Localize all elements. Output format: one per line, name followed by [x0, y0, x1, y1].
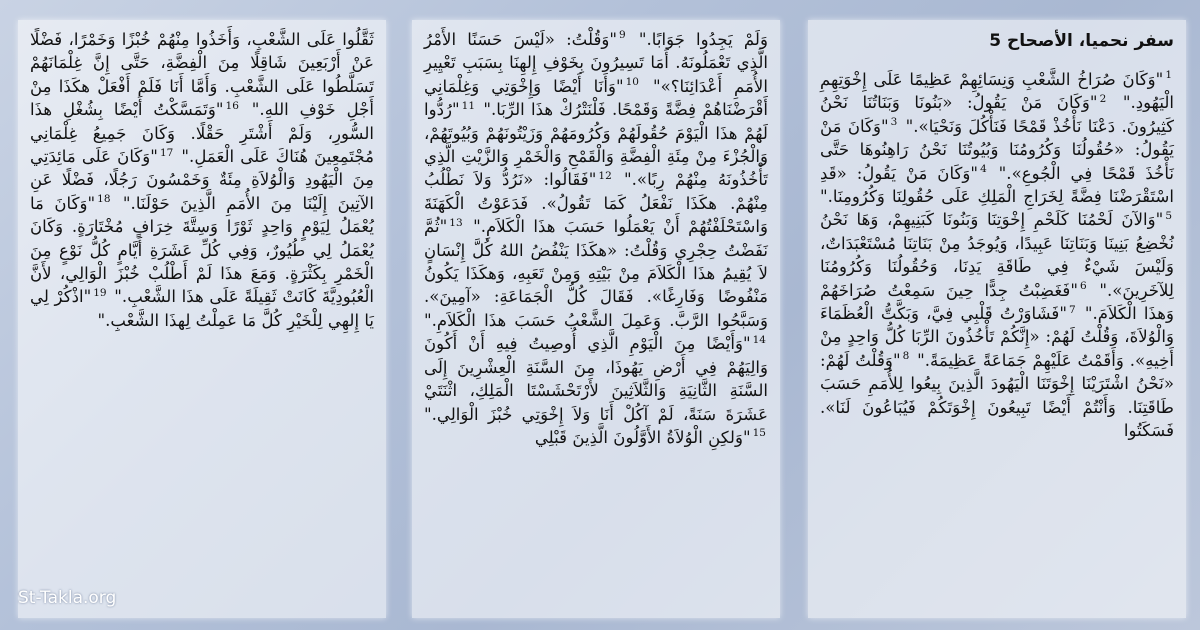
verse-text: "وَكَانَ مَا يُعْمَلُ لِيَوْمٍ وَاحِدٍ ثَوْرًا وَسِتَّةَ خِرَافٍ مُخْتَارَةٍ. وَكَانَ يُعْمَلُ لِي طُيُورٌ، وَفِي كُلِّ عَشَرَةِ أَيَّامٍ كُلُّ نَوْعٍ مِنَ الْخَمْرِ بِكَثْرَةٍ. وَمَعَ هذَا لَمْ أَطْلُبْ خُبْزَ الْوَالِي، لأَنَّ الْعُبُودِيَّةَ كَانَتْ ثَقِيلَةً عَلَى هذَا الشَّعْبِ." [30, 193, 375, 307]
verse-number: 9 [619, 29, 626, 42]
verse-number: 2 [1099, 92, 1107, 105]
text-column-right [808, 20, 1186, 618]
verses-left [30, 28, 374, 332]
verses-right [820, 68, 1174, 443]
verse-text: ثَقَّلُوا عَلَى الشَّعْبِ، وَأَخَذُوا مِنْهُمْ خُبْزًا وَخَمْرًا، فَضْلًا عَنْ أَرْبَعِينَ شَاقِلًا مِنَ الْفِضَّةِ، حَتَّى إِنَّ غِلْمَانَهُمْ تَسَلَّطُوا عَلَى الشَّعْبِ. وَأَمَّا أَنَا فَلَمْ أَفْعَلْ هكَذَا مِنْ أَجْلِ خَوْفِ اللهِ." [30, 30, 374, 120]
verse-text: "وَأَنَا أَيْضًا وَإِخْوَتِي وَغِلْمَانِي أَقْرَضْنَاهُمْ فِضَّةً وَقَمْحًا. فَلْنَتْرُكْ هذَا الرِّبَا." [424, 76, 768, 120]
verse-text: "وَكَانَ صُرَاخُ الشَّعْبِ وَنِسَائِهِمْ عَظِيمًا عَلَى إِخْوَتِهِمِ الْيَهُودِ." [820, 70, 1175, 113]
text-column-middle [412, 20, 780, 618]
verse-text: "وَتَمَسَّكْتُ أَيْضًا بِشُغْلِ هذَا السُّورِ، وَلَمْ أَشْتَرِ حَقْلًا. وَكَانَ جَمِيعُ غِلْمَانِي مُجْتَمِعِينَ هُنَاكَ عَلَى الْعَمَلِ." [30, 100, 375, 167]
verse-number: 3 [890, 116, 898, 129]
verse-number: 8 [902, 350, 910, 363]
verse-text: "ثُمَّ نَفَضْتُ حِجْرِي وَقُلْتُ: «هكَذَا يَنْفُضُ اللهُ كُلَّ إِنْسَانٍ لاَ يُقِيمُ هذَا الْكَلاَمَ مِنْ بَيْتِهِ وَمِنْ تَعَبِهِ، وَهكَذَا يَكُونُ مَنْفُوضًا وَفَارِغًا». فَقَالَ كُلُّ الْجَمَاعَةِ: «آمِينَ». وَسَبَّحُوا الرَّبَّ. وَعَمِلَ الشَّعْبُ حَسَبَ هذَا الْكَلاَمِ." [424, 217, 768, 330]
verse [639, 30, 768, 49]
verse-text: "فَقَالُوا: «نَرُدُّ وَلاَ نَطْلُبُ مِنْهُمْ. هكَذَا نَفْعَلُ كَمَا تَقُولُ». فَدَعَوْتُ الْكَهَنَةَ وَاسْتَحْلَفْتُهُمْ أَنْ يَعْمَلُوا حَسَبَ هذَا الْكَلاَمِ." [424, 170, 769, 237]
verse-text: "وَكَانَ عَلَى مَائِدَتِي مِنَ الْيَهُودِ وَالْوُلاَةِ مِئَةٌ وَخَمْسُونَ رَجُلًا، فَضْلًا عَنِ الآتِينَ إِلَيْنَا مِنَ الأُمَمِ الَّذِينَ حَوْلَنَا." [30, 147, 374, 213]
verse-number: 19 [93, 286, 107, 299]
verse-text: "وَقُلْتُ لَهُمْ: «نَحْنُ اشْتَرَيْنَا إِخْوَتَنَا الْيَهُودَ الَّذِينَ بِيعُوا لِلأُمَمِ حَسَبَ طَاقَتِنَا. وَأَنْتُمْ أَيْضًا تَبِيعُونَ إِخْوَتَكُمْ فَيُبَاعُونَ لَنَا». فَسَكَتُوا [820, 350, 1174, 441]
verse-text: "وَلكِنِ الْوُلاَةُ الأَوَّلُونَ الَّذِينَ قَبْلِي [534, 427, 751, 447]
verse-text: "وَكَانَ مَنْ يَقُولُ: «بَنُونَا وَبَنَاتُنَا نَحْنُ كَثِيرُونَ. دَعْنَا نَأْخُذْ قَمْحًا فَنَأْكُلَ وَنَحْيَا»." [820, 93, 1174, 136]
verse-text: "وَكَانَ مَنْ يَقُولُ: «حُقُولُنَا وَكُرُومُنَا وَبُيُوتُنَا نَحْنُ رَاهِنُوهَا حَتَّى نَأْخُذَ قَمْحًا فِي الْجُوعِ»." [820, 116, 1174, 183]
verse-number: 17 [159, 146, 174, 159]
verse-text: وَلَمْ يَجِدُوا جَوَابًا." [638, 30, 768, 49]
verse-number: 15 [752, 427, 766, 440]
verse-text: "فَشَاوَرْتُ قَلْبِي فِيَّ، وَبَكَّتُّ الْعُظَمَاءَ وَالْوُلاَةَ، وَقُلْتُ لَهُمْ: «إِنَّكُمْ تَأْخُذُونَ الرِّبَا كُلُّ وَاحِدٍ مِنْ أَخِيهِ». وَأَقَمْتُ عَلَيْهِمْ جَمَاعَةً عَظِيمَةً." [820, 304, 1174, 370]
verse-number: 4 [980, 163, 987, 176]
verse-text: "وَأَيْضًا مِنَ الْيَوْمِ الَّذِي أُوصِيتُ فِيهِ أَنْ أَكُونَ وَالِيَهُمْ فِي أَرْضِ يَهُوذَا، مِنَ السَّنَةِ الْعِشْرِينَ إِلَى السَّنَةِ الثَّانِيَةِ وَالثَّلاَثِينَ لأَرْتَحْشَسْتَا الْمَلِكِ، اثْنَتَيْ عَشَرَةَ سَنَةً، لَمْ آكُلْ أَنَا وَلاَ إِخْوَتِي خُبْزَ الْوَالِي." [424, 334, 768, 424]
verse-number: 14 [752, 333, 766, 346]
verse [535, 428, 768, 447]
verse-number: 1 [1165, 69, 1172, 82]
verse-text: "وَالآنَ لَحْمُنَا كَلَحْمِ إِخْوَتِنَا وَبَنُونَا كَبَنِيهِمْ، وَهَا نَحْنُ نُخْضِعُ بَنِينَا وَبَنَاتِنَا عَبِيدًا، وَيُوجَدُ مِنْ بَنَاتِنَا مُسْتَعْبَدَاتٌ، وَلَيْسَ شَيْءٌ فِي طَاقَةِ يَدِنَا، وَحُقُولُنَا وَكُرُومُنَا لِلآخَرِينَ»." [820, 210, 1174, 300]
verse-number: 16 [225, 99, 239, 112]
watermark: St-Takla.org [18, 588, 117, 608]
verse-text: "رُدُّوا لَهُمْ هذَا الْيَوْمَ حُقُولَهُمْ وَكُرُومَهُمْ وَزَيْتُونَهُمْ وَبُيُوتَهُمْ، وَالْجُزْءَ مِنْ مِئَةِ الْفِضَّةِ وَالْقَمْحِ وَالْخَمْرِ وَالزَّيْتِ الَّذِي تَأْخُذُونَهُ مِنْهُمْ رِبًا»." [424, 100, 769, 190]
verse-text: "اذْكُرْ لِي يَا إِلهِي لِلْخَيْرِ كُلَّ مَا عَمِلْتُ لِهذَا الشَّعْبِ." [30, 287, 374, 330]
verse-number: 5 [1165, 209, 1172, 222]
verse-number: 11 [461, 99, 476, 112]
verse-text: "وَكَانَ مَنْ يَقُولُ: «قَدِ اسْتَقْرَضْنَا فِضَّةً لِخَرَاجِ الْمَلِكِ عَلَى حُقُولِنَا وَكُرُومِنَا." [820, 163, 1174, 207]
verse-number: 10 [625, 76, 639, 89]
verse-number: 7 [1068, 303, 1076, 316]
text-column-left [18, 20, 386, 618]
verse-number: 13 [449, 216, 463, 229]
verse-text: "وَقُلْتُ: «لَيْسَ حَسَنًا الأَمْرُ الَّذِي تَعْمَلُونَهُ. أَمَا تَسِيرُونَ بِخَوْفِ إِلهِنَا بِسَبَبِ تَعْيِيرِ الأُمَمِ أَعْدَائِنَا؟»" [424, 30, 769, 96]
verse-number: 6 [1079, 280, 1087, 293]
chapter-title: سفر نحميا، الأصحاح 5 [989, 31, 1174, 51]
verse-number: 18 [97, 193, 111, 206]
verse [424, 334, 768, 423]
verse-text: "فَغَضِبْتُ جِدًّا حِينَ سَمِعْتُ صُرَاخَهُمْ وَهذَا الْكَلاَمَ." [820, 280, 1174, 324]
verse-number: 12 [598, 169, 612, 182]
verses-middle [424, 28, 768, 449]
